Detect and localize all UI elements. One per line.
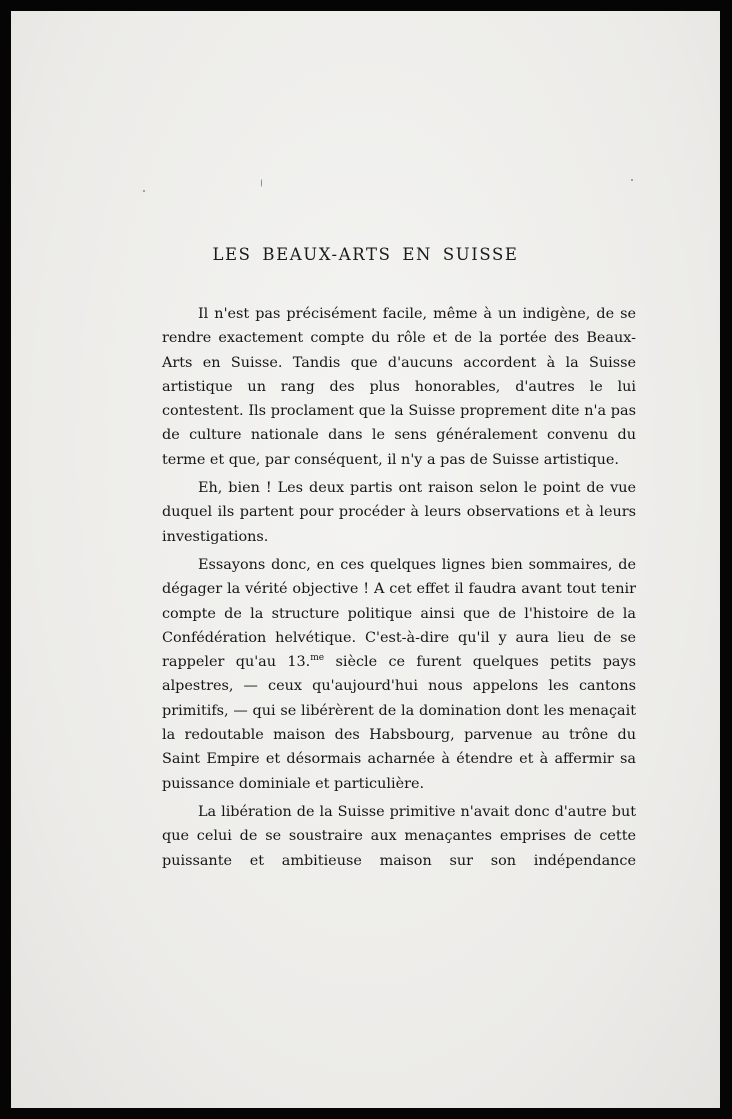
paragraph-4: La libération de la Suisse primitive n'avait donc d'autre but que celui de se soustraire aux menaçantes emprises de cette puissante et ambitieuse maison sur son indépendance bbox=[162, 803, 636, 869]
paper-speck bbox=[631, 179, 633, 181]
paragraph-3-text-before: Essayons donc, en ces quelques lignes bien sommaires, de dégager la vérité objective ! A cet effet il faudra avant tout tenir compte de la structure politique ainsi que de l'histoire de la Confédération helvétique. C'est-à-dire qu'il y aura lieu de se rappeler qu'au 13. bbox=[162, 556, 636, 671]
paper-speck bbox=[261, 179, 262, 187]
paper-speck bbox=[143, 190, 145, 192]
paragraph-2: Eh, bien ! Les deux partis ont raison selon le point de vue duquel ils partent pour procéder à leurs observations et à leurs investigations. bbox=[162, 480, 636, 545]
page-sheet bbox=[11, 11, 720, 1108]
paragraph-3-text-after: siècle ce furent quelques petits pays alpestres, — ceux qu'aujourd'hui nous appelons les cantons primitifs, — qui se libérèrent de la domination dont les menaçait la redoutable maison des Habsbourg, parvenue au trône du Saint Empire et désormais acharnée à étendre et à affermir sa puissance dominiale et particulière. bbox=[162, 654, 636, 792]
page-title: LES BEAUX-ARTS EN SUISSE bbox=[212, 245, 519, 264]
paragraph-1: Il n'est pas précisément facile, même à un indigène, de se rendre exactement compte du rôle et de la portée des Beaux-Arts en Suisse. Tandis que d'aucuns accordent à la Suisse artistique un rang des plus honorables, d'autres le lui contestent. Ils proclament que la Suisse proprement dite n'a pas de culture nationale dans le sens généralement convenu du terme et que, par conséquent, il n'y a pas de Suisse artistique. bbox=[162, 306, 636, 468]
superscript-me: me bbox=[310, 653, 325, 664]
body-text bbox=[162, 302, 636, 877]
paragraph-3 bbox=[162, 553, 636, 796]
